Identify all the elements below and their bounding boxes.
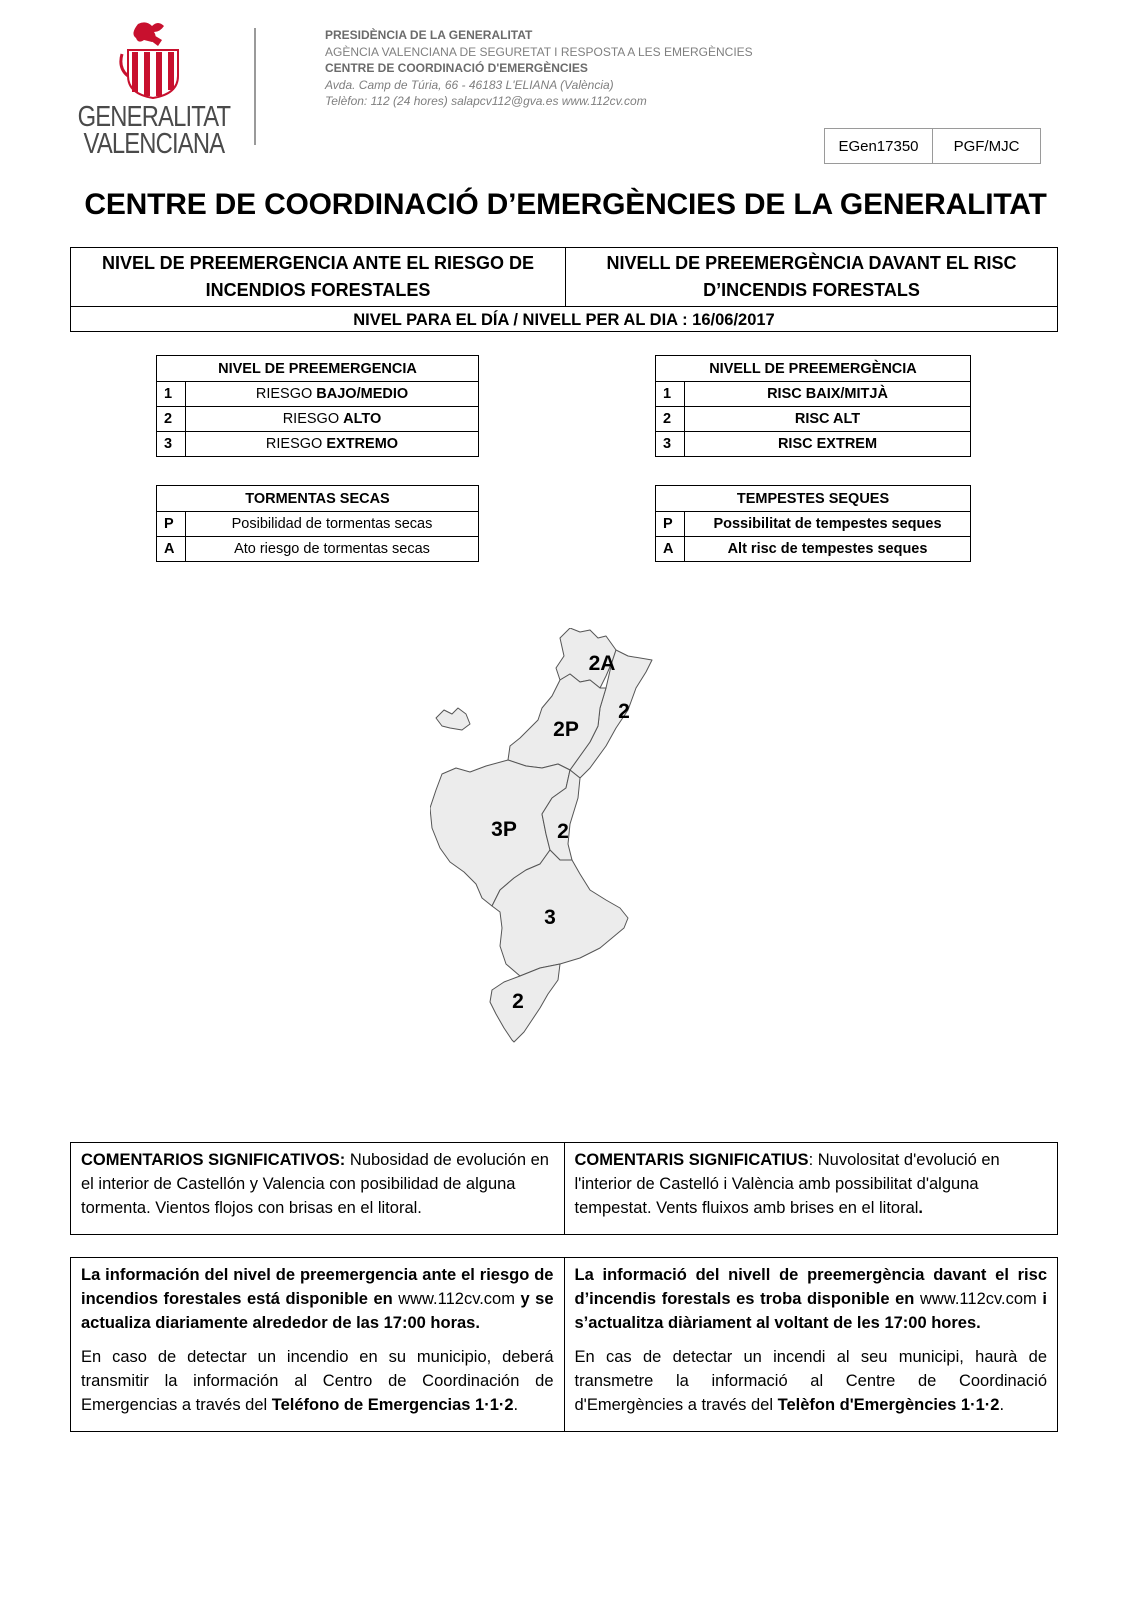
coat-of-arms-icon xyxy=(70,20,230,100)
legend-value-bold: EXTREMO xyxy=(326,436,399,452)
comments-box xyxy=(70,1142,1058,1235)
legend-key: 1 xyxy=(157,382,186,407)
org-line-2: AGÈNCIA VALENCIANA DE SEGURETAT I RESPOSTA A LES EMERGÈNCIES xyxy=(325,44,753,59)
legend-value-prefix: RIESGO xyxy=(265,436,327,452)
legend-key: P xyxy=(157,512,186,537)
info-es xyxy=(71,1258,565,1431)
legend-value: RISC ALT xyxy=(685,407,971,432)
legend-key: 1 xyxy=(656,382,685,407)
legend-row xyxy=(157,512,479,537)
legend-value: Possibilitat de tempestes seques xyxy=(685,512,971,537)
legend-key: 3 xyxy=(157,432,186,457)
map-label-west-inland: 3P xyxy=(491,818,517,841)
info-es-p1-a: La información del nivel de preemergencia ante el riesgo de incendios forestales está disponible en xyxy=(81,1266,554,1308)
comments-es xyxy=(71,1143,565,1234)
comments-va-text: : Nuvolositat d'evolució en l'interior de Castelló i València amb possibilitat d'alguna tempestat. Vents fluixos amb brises en el litoral xyxy=(574,1151,1000,1217)
legend-key: 2 xyxy=(656,407,685,432)
ref-initials: PGF/MJC xyxy=(953,137,1020,155)
page-title: CENTRE DE COORDINACIÓ D’EMERGÈNCIES DE LA GENERALITAT xyxy=(84,188,1047,221)
legend-value xyxy=(186,407,479,432)
info-box xyxy=(70,1257,1058,1432)
legend-title: NIVEL DE PREEMERGENCIA xyxy=(157,356,479,382)
legend-levels-es xyxy=(156,355,479,457)
zone-exclave xyxy=(436,708,470,730)
zone-south xyxy=(490,964,560,1042)
map-label-south: 2 xyxy=(512,990,524,1013)
legend-storms-va xyxy=(655,485,971,562)
org-header xyxy=(325,27,753,110)
map-label-north-coast: 2 xyxy=(618,700,630,723)
legend-value-prefix: RIESGO xyxy=(255,386,317,402)
legend-row xyxy=(656,382,971,407)
header-divider xyxy=(254,28,256,145)
legend-row xyxy=(656,407,971,432)
legend-value-bold: ALTO xyxy=(343,411,382,427)
legend-row xyxy=(656,432,971,457)
level-header-es: NIVEL DE PREEMERGENCIA ANTE EL RIESGO DE INCENDIOS FORESTALES xyxy=(71,248,566,306)
info-va-url: www.112cv.com xyxy=(920,1290,1037,1308)
map-label-south-central: 3 xyxy=(544,906,556,929)
legend-title: NIVELL DE PREEMERGÈNCIA xyxy=(656,356,971,382)
level-header-box xyxy=(70,247,1058,332)
legend-key: A xyxy=(656,537,685,562)
map-label-central-coast: 2 xyxy=(557,820,569,843)
legend-row xyxy=(157,432,479,457)
info-va xyxy=(565,1258,1058,1431)
legend-title: TEMPESTES SEQUES xyxy=(656,486,971,512)
info-es-p2-a: En caso de detectar un incendio en su municipio, deberá transmitir la información al Centro de Coordinación de Emergencias a través del xyxy=(81,1348,554,1414)
legend-row xyxy=(157,382,479,407)
legend-key: P xyxy=(656,512,685,537)
legend-value: Ato riesgo de tormentas secas xyxy=(186,537,479,562)
map-label-north-inland: 2A xyxy=(588,652,616,675)
info-es-p2-end: . xyxy=(513,1396,519,1414)
info-es-p2 xyxy=(81,1345,554,1417)
legend-value xyxy=(186,432,479,457)
legend-title: TORMENTAS SECAS xyxy=(157,486,479,512)
ref-code: EGen17350 xyxy=(825,129,933,163)
info-es-url: www.112cv.com xyxy=(398,1290,515,1308)
comments-es-text: Nubosidad de evolución en el interior de Castellón y Valencia con posibilidad de alguna tormenta. Vientos flojos con brisas en el litoral. xyxy=(81,1151,549,1217)
legend-row xyxy=(157,537,479,562)
org-phone: Telèfon: 112 (24 hores) salapcv112@gva.es www.112cv.com xyxy=(325,94,647,108)
info-va-phone: Telèfon d'Emergències 1·1·2 xyxy=(777,1396,1000,1414)
comments-es-label: COMENTARIOS SIGNIFICATIVOS: xyxy=(81,1151,346,1169)
level-header-va: NIVELL DE PREEMERGÈNCIA DAVANT EL RISC D’INCENDIS FORESTALS xyxy=(606,253,1017,300)
org-address: Avda. Camp de Túria, 66 - 46183 L'ELIANA (València) xyxy=(325,77,614,92)
map-label-central-north: 2P xyxy=(553,718,579,741)
info-va-p1-a: La informació del nivell de preemergència davant el risc d’incendis forestals es troba disponible en xyxy=(574,1266,1047,1308)
legend-row xyxy=(656,512,971,537)
comments-va xyxy=(565,1143,1058,1234)
legend-row xyxy=(656,537,971,562)
info-es-phone: Teléfono de Emergencias 1·1·2 xyxy=(271,1396,514,1414)
legend-value: Alt risc de tempestes seques xyxy=(685,537,971,562)
legend-value-prefix: RIESGO xyxy=(282,411,344,427)
legend-key: A xyxy=(157,537,186,562)
legend-value: Posibilidad de tormentas secas xyxy=(186,512,479,537)
comments-va-end: . xyxy=(918,1199,924,1217)
legend-key: 3 xyxy=(656,432,685,457)
reference-box xyxy=(824,128,1041,164)
legend-storms-es xyxy=(156,485,479,562)
org-line-1: PRESIDÈNCIA DE LA GENERALITAT xyxy=(325,28,533,42)
logo-line-2: VALENCIANA xyxy=(83,128,225,160)
legend-value: RISC EXTREM xyxy=(685,432,971,457)
legend-value xyxy=(186,382,479,407)
info-va-p1-b: i s’actualitza diàriament al voltant de les 17:00 hores. xyxy=(574,1290,1047,1332)
comments-va-label: COMENTARIS SIGNIFICATIUS xyxy=(574,1151,809,1169)
level-date: NIVEL PARA EL DÍA / NIVELL PER AL DIA : 16/06/2017 xyxy=(71,306,1057,333)
info-va-p2-a: En cas de detectar un incendi al seu municipi, haurà de transmetre la informació al Centre de Coordinació d'Emergències a través del xyxy=(574,1348,1047,1414)
org-line-3: CENTRE DE COORDINACIÓ D'EMERGÈNCIES xyxy=(325,61,588,75)
info-es-p1-b: y se actualiza diariamente alrededor de las 17:00 horas. xyxy=(81,1290,554,1332)
info-es-p1 xyxy=(81,1263,554,1335)
legend-value-bold: BAJO/MEDIO xyxy=(316,386,409,402)
info-va-p1 xyxy=(575,1263,1048,1335)
region-risk-map xyxy=(430,628,675,1073)
legend-levels-va xyxy=(655,355,971,457)
info-va-p2-end: . xyxy=(999,1396,1005,1414)
info-va-p2 xyxy=(575,1345,1048,1417)
legend-value: RISC BAIX/MITJÀ xyxy=(685,382,971,407)
logo-line-1: GENERALITAT xyxy=(77,101,231,133)
legend-row xyxy=(157,407,479,432)
generalitat-logo xyxy=(70,20,230,165)
legend-key: 2 xyxy=(157,407,186,432)
